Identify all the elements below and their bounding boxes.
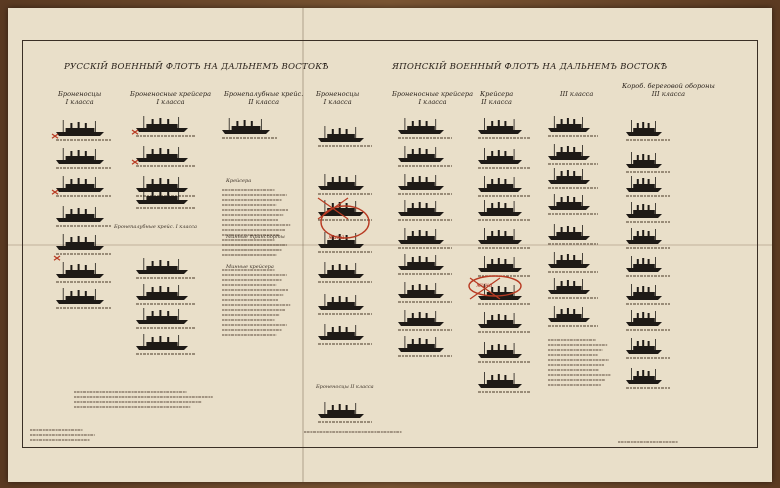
ship-silhouette: [626, 310, 670, 330]
ship-silhouette: [478, 200, 530, 220]
mid-label-mine-cruisers: Минные крейсера: [226, 264, 274, 270]
ship-silhouette: [318, 262, 372, 282]
ship-silhouette: [548, 168, 598, 188]
red-pencil-mark: [52, 190, 58, 194]
red-pencil-mark: [132, 160, 138, 164]
stamp-mina-2: мина: [476, 282, 493, 289]
ship-silhouette: [478, 312, 530, 332]
ship-silhouette: [56, 288, 112, 308]
ship-silhouette: [548, 116, 598, 136]
ship-silhouette: [56, 262, 112, 282]
ship-silhouette: [478, 372, 530, 392]
ru-header-1: Броненосцы I класса: [58, 90, 102, 106]
ship-silhouette: [56, 148, 112, 168]
ship-silhouette: [398, 310, 452, 330]
ship-silhouette: [136, 176, 196, 196]
ship-silhouette: [478, 118, 530, 138]
text-block: [222, 240, 287, 255]
ship-silhouette: [136, 284, 196, 304]
japanese-fleet-title: ЯПОНСКІЙ ВОЕННЫЙ ФЛОТЪ НА ДАЛЬНЕМЪ ВОСТОКѢ: [392, 62, 668, 72]
text-block: [74, 392, 213, 407]
ship-silhouette: [56, 206, 112, 226]
ship-silhouette: [136, 116, 196, 136]
ship-silhouette: [398, 200, 452, 220]
ship-silhouette: [398, 174, 452, 194]
ship-silhouette: [398, 254, 452, 274]
ship-silhouette: [548, 144, 598, 164]
ship-silhouette: [318, 174, 372, 194]
ship-silhouette: [626, 228, 670, 248]
mid-label-mine-transports: Минные транспорты: [226, 234, 285, 240]
mid-label-battleships-2: Броненосцы II класса: [316, 384, 374, 390]
ship-silhouette: [548, 306, 598, 326]
ru-header-3: Бронепалубные крейс. II класса: [224, 90, 304, 106]
ship-silhouette: [136, 258, 196, 278]
red-pencil-mark: [132, 130, 138, 134]
ship-silhouette: [398, 146, 452, 166]
text-block: [30, 430, 95, 440]
russian-fleet-title: РУССКІЙ ВОЕННЫЙ ФЛОТЪ НА ДАЛЬНЕМЪ ВОСТОКѢ: [64, 62, 329, 72]
ship-silhouette: [318, 126, 372, 146]
red-pencil-mark: [52, 134, 58, 138]
ship-silhouette: [548, 278, 598, 298]
ship-silhouette: [136, 146, 196, 166]
red-pencil-mark: [54, 256, 60, 260]
ship-silhouette: [398, 282, 452, 302]
ship-silhouette: [136, 334, 196, 354]
stamp-mina-1: мина: [328, 234, 345, 241]
ship-silhouette: [626, 368, 670, 388]
ship-silhouette: [318, 324, 372, 344]
mid-label-cruisers: Крейсера: [226, 178, 252, 184]
ship-silhouette: [626, 338, 670, 358]
ship-silhouette: [222, 118, 278, 138]
ship-silhouette: [478, 148, 530, 168]
ship-silhouette: [548, 194, 598, 214]
ship-silhouette: [478, 228, 530, 248]
ship-silhouette: [478, 176, 530, 196]
ship-silhouette: [548, 252, 598, 272]
ship-silhouette: [56, 176, 112, 196]
ship-silhouette: [626, 202, 670, 222]
ship-silhouette: [478, 256, 530, 276]
ship-silhouette: [626, 284, 670, 304]
ru-header-4: Броненосцы I класса: [316, 90, 360, 106]
jp-header-4: Короб. береговой обороны III класса: [622, 82, 715, 98]
ship-silhouette: [626, 120, 670, 140]
ru-header-2: Броненосные крейсера I класса: [130, 90, 212, 106]
text-block: [222, 270, 290, 335]
ship-silhouette: [626, 152, 670, 172]
ship-silhouette: [136, 308, 196, 328]
ship-silhouette: [56, 234, 112, 254]
ship-silhouette: [478, 342, 530, 362]
ship-silhouette: [398, 336, 452, 356]
mid-label-protected-cruisers: Бронепалубные крейс. I класса: [114, 224, 198, 230]
jp-header-3: III класса: [560, 90, 594, 98]
ship-silhouette: [626, 256, 670, 276]
ship-silhouette: [318, 232, 372, 252]
ship-silhouette: [56, 120, 112, 140]
ship-silhouette: [318, 294, 372, 314]
ship-silhouette: [398, 118, 452, 138]
ship-silhouette: [626, 176, 670, 196]
jp-header-2: Крейсера II класса: [480, 90, 514, 106]
text-block: [548, 340, 610, 385]
ship-silhouette: [548, 224, 598, 244]
ship-silhouette: [318, 402, 372, 422]
ship-silhouette: [398, 228, 452, 248]
jp-header-1: Броненосные крейсера I класса: [392, 90, 474, 106]
